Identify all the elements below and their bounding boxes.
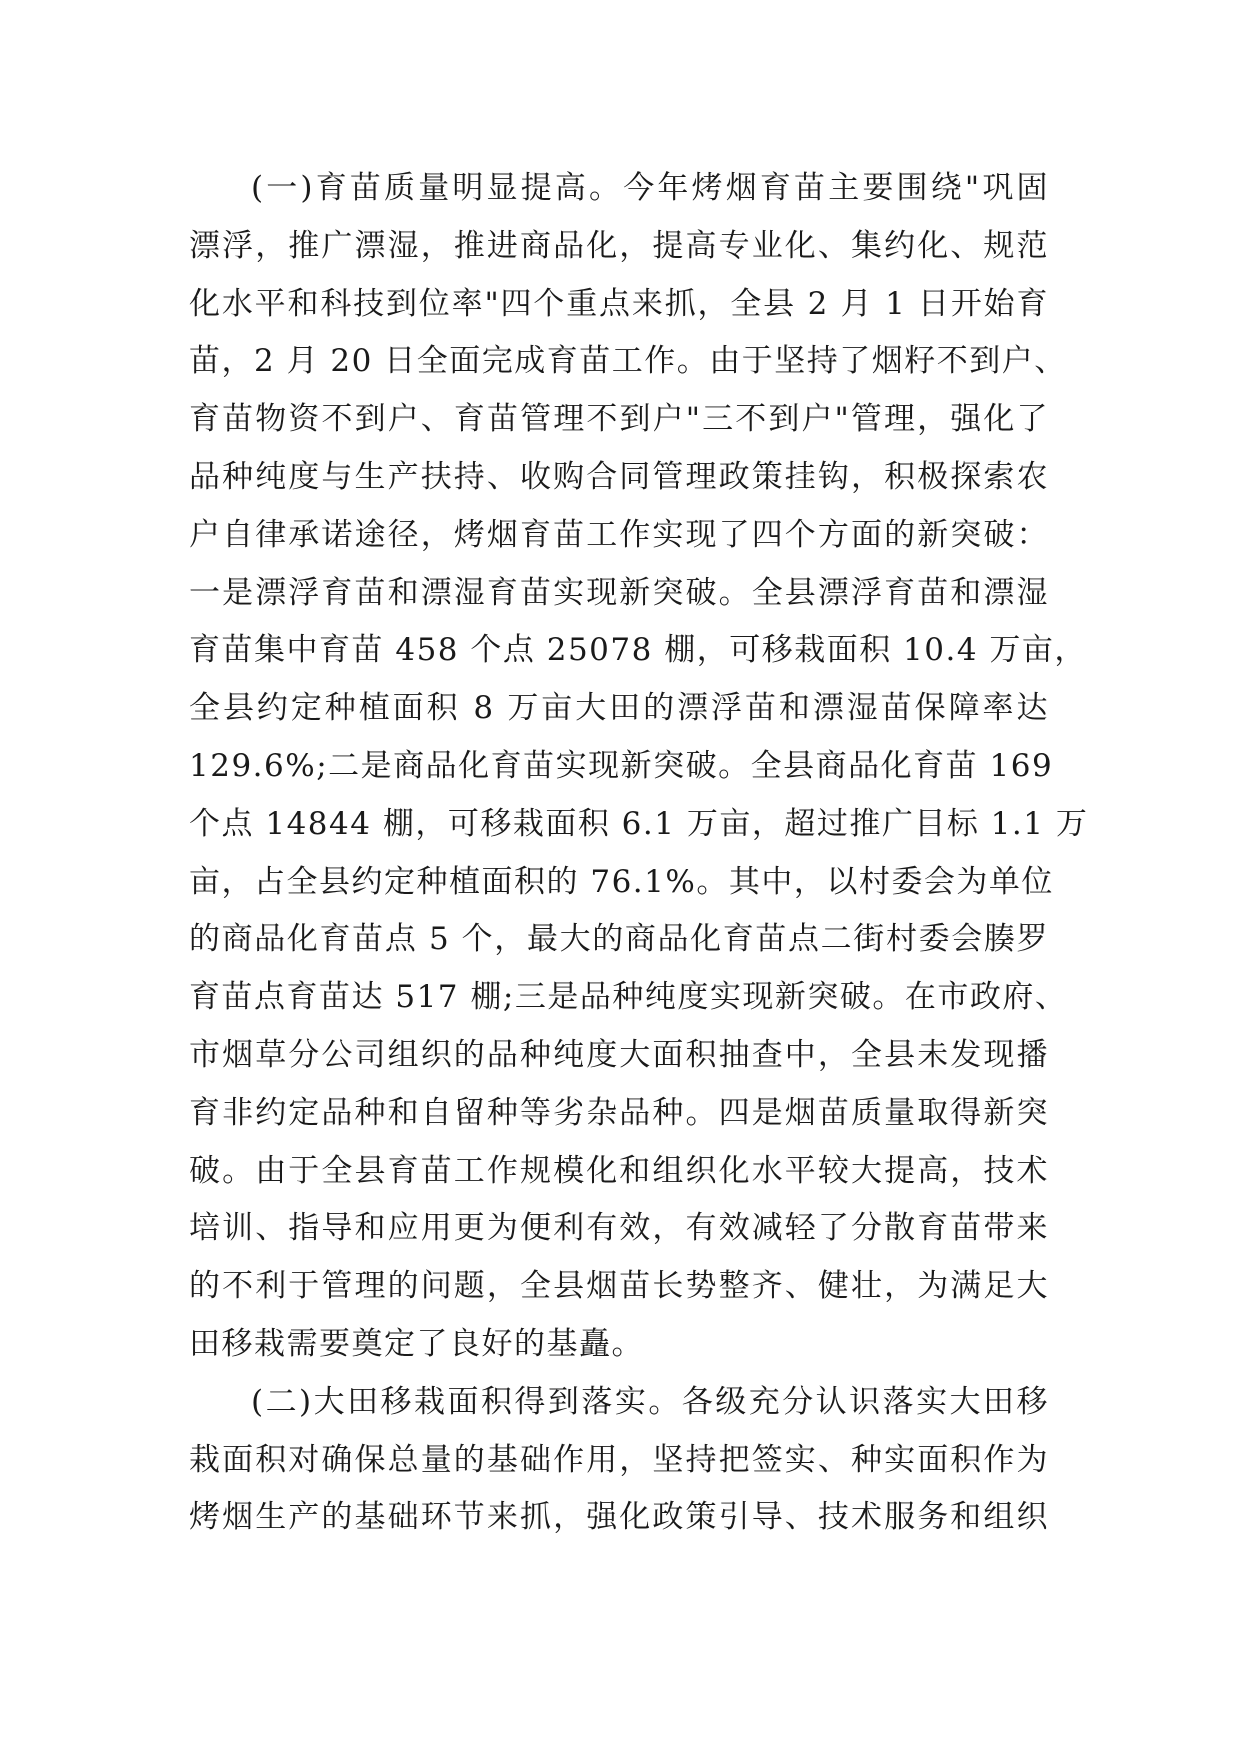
text-line: 破。由于全县育苗工作规模化和组织化水平较大提高，技术 [189, 1152, 1049, 1189]
text-line: 亩，占全县约定种植面积的 76.1%。其中，以村委会为单位 [189, 863, 1054, 900]
text-line: 烤烟生产的基础环节来抓，强化政策引导、技术服务和组织 [189, 1499, 1049, 1536]
text-line: 品种纯度与生产扶持、收购合同管理政策挂钩，积极探索农 [189, 458, 1049, 495]
text-line: 田移栽需要奠定了良好的基矗。 [189, 1325, 644, 1362]
text-line: 化水平和科技到位率"四个重点来抓，全县 2 月 1 日开始育 [189, 285, 1049, 322]
text-line: 的商品化育苗点 5 个，最大的商品化育苗点二街村委会腠罗 [189, 921, 1049, 958]
text-line: 苗，2 月 20 日全面完成育苗工作。由于坚持了烟籽不到户、 [189, 343, 1067, 380]
paragraph-seedling-quality [189, 160, 1089, 1374]
text-line: 育非约定品种和自留种等劣杂品种。四是烟苗质量取得新突 [189, 1094, 1049, 1131]
text-line: 个点 14844 棚，可移栽面积 6.1 万亩，超过推广目标 1.1 万 [189, 805, 1089, 842]
text-line: (一)育苗质量明显提高。今年烤烟育苗主要围绕"巩固 [251, 170, 1049, 206]
text-line: 全县约定种植面积 8 万亩大田的漂浮苗和漂湿苗保障率达 [189, 690, 1049, 727]
text-line: 培训、指导和应用更为便利有效，有效减轻了分散育苗带来 [189, 1210, 1049, 1247]
text-line: 漂浮，推广漂湿，推进商品化，提高专业化、集约化、规范 [189, 227, 1049, 264]
text-line: (二)大田移栽面积得到落实。各级充分认识落实大田移 [251, 1383, 1049, 1420]
document-body [189, 160, 1089, 1547]
text-line: 一是漂浮育苗和漂湿育苗实现新突破。全县漂浮育苗和漂湿 [189, 574, 1049, 611]
text-line: 市烟草分公司组织的品种纯度大面积抽查中，全县未发现播 [189, 1036, 1049, 1073]
text-line: 栽面积对确保总量的基础作用，坚持把签实、种实面积作为 [189, 1441, 1049, 1478]
text-line: 129.6%;二是商品化育苗实现新突破。全县商品化育苗 169 [189, 747, 1054, 784]
text-line: 育苗集中育苗 458 个点 25078 棚，可移栽面积 10.4 万亩， [189, 632, 1087, 669]
text-line: 育苗物资不到户、育苗管理不到户"三不到户"管理，强化了 [189, 401, 1049, 438]
paragraph-transplant-area [189, 1374, 1049, 1547]
text-line: 的不利于管理的问题，全县烟苗长势整齐、健壮，为满足大 [189, 1268, 1049, 1305]
text-line: 育苗点育苗达 517 棚;三是品种纯度实现新突破。在市政府、 [189, 979, 1068, 1016]
text-line: 户自律承诺途径，烤烟育苗工作实现了四个方面的新突破： [189, 516, 1049, 553]
